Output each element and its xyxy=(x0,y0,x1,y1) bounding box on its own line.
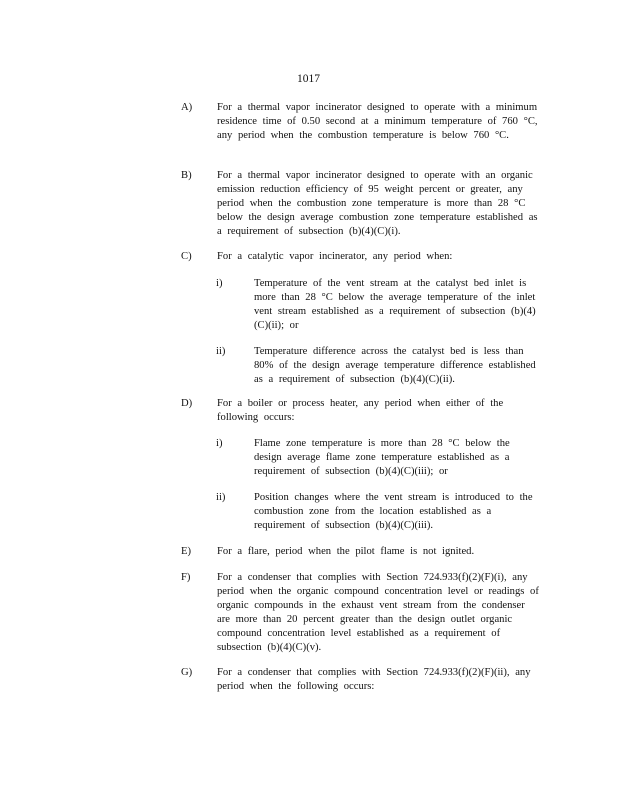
sub-item-label: ii) xyxy=(216,346,226,357)
item-text: For a thermal vapor incinerator designed to operate with an organic emission reduction efficiency of 95 weight percent or greater, any period when the combustion zone temperature is more than 28 °C below the design average combustion zone temperature established as a requirement of subsection (b)(4)(C)(i). xyxy=(217,170,538,237)
item-text: For a condenser that complies with Section 724.933(f)(2)(F)(i), any period when the organic compound concentration level or readings of organic compounds in the exhaust vent stream from the condenser are more than 20 percent greater than the design outlet organic compound concentration level established as a requirement of subsection (b)(4)(C)(v). xyxy=(217,572,539,653)
item-label: D) xyxy=(181,398,193,409)
item-text: For a flare, period when the pilot flame is not ignited. xyxy=(217,546,475,557)
sub-item-text: Temperature of the vent stream at the catalyst bed inlet is more than 28 °C below the average temperature of the inlet vent stream established as a requirement of subsection (b)(4)(C)(ii); or xyxy=(254,278,536,331)
item-text: For a condenser that complies with Section 724.933(f)(2)(F)(ii), any period when the following occurs: xyxy=(217,667,531,692)
sub-item-text: Temperature difference across the catalyst bed is less than 80% of the design average temperature difference established as a requirement of subsection (b)(4)(C)(ii). xyxy=(254,346,536,385)
item-label: C) xyxy=(181,251,192,262)
item-label: F) xyxy=(181,572,191,583)
item-label: A) xyxy=(181,102,193,113)
item-text: For a boiler or process heater, any period when either of the following occurs: xyxy=(217,398,504,423)
item-text: For a catalytic vapor incinerator, any period when: xyxy=(217,251,453,262)
item-label: B) xyxy=(181,170,192,181)
sub-item-label: i) xyxy=(216,278,223,289)
item-label: E) xyxy=(181,546,191,557)
sub-item-label: i) xyxy=(216,438,223,449)
item-text: For a thermal vapor incinerator designed to operate with a minimum residence time of 0.50 second at a minimum temperature of 760 °C, any period when the combustion temperature is below 760 °C. xyxy=(217,102,538,141)
item-label: G) xyxy=(181,667,193,678)
page-number: 1017 xyxy=(297,73,320,85)
sub-item-text: Position changes where the vent stream is introduced to the combustion zone from the location established as a requirement of subsection (b)(4)(C)(iii). xyxy=(254,492,533,531)
sub-item-text: Flame zone temperature is more than 28 °C below the design average flame zone temperature established as a requirement of subsection (b)(4)(C)(iii); or xyxy=(254,438,510,477)
sub-item-label: ii) xyxy=(216,492,226,503)
